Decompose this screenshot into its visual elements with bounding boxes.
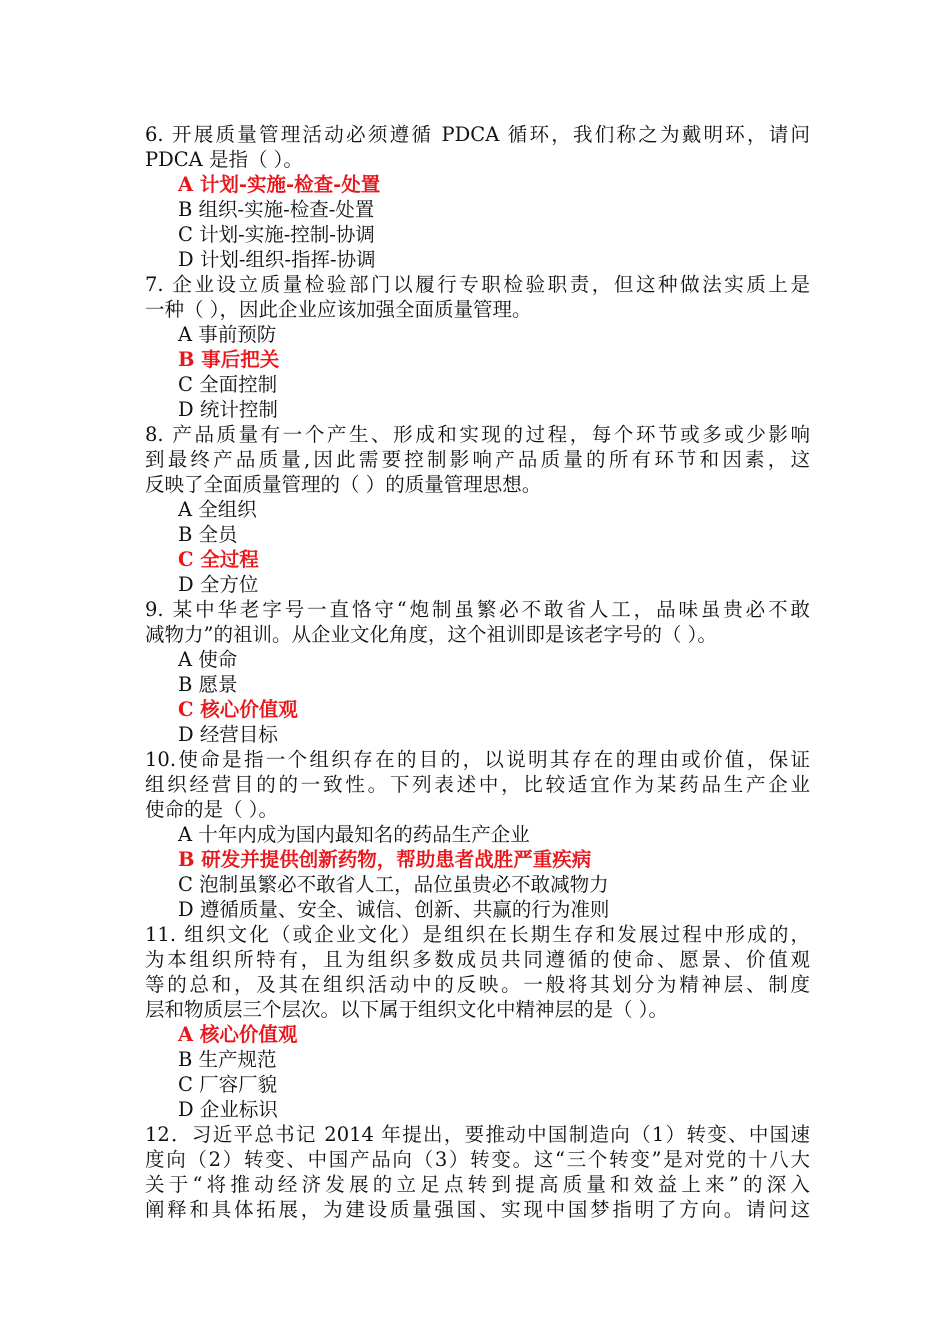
question-stem-line: 7. 企业设立质量检验部门以履行专职检验职责，但这种做法实质上是 (145, 273, 810, 296)
question-block (145, 1122, 810, 1222)
question-stem-line: 10.使命是指一个组织存在的目的，以说明其存在的理由或价值，保证 (145, 748, 810, 771)
question-block (145, 272, 810, 422)
question-stem-line: 到最终产品质量,因此需要控制影响产品质量的所有环节和因素，这 (145, 448, 810, 471)
answer-option: A 使命 (178, 648, 238, 671)
answer-option: A 十年内成为国内最知名的药品生产企业 (178, 823, 530, 846)
answer-option: B 组织-实施-检查-处置 (178, 198, 375, 221)
question-stem-line: 度向（2）转变、中国产品向（3）转变。这“三个转变”是对党的十八大 (145, 1148, 810, 1171)
question-stem-line: 为本组织所特有，且为组织多数成员共同遵循的使命、愿景、价值观 (145, 948, 810, 971)
question-stem-line: 使命的是（ ）。 (145, 798, 278, 821)
answer-option: D 企业标识 (178, 1098, 278, 1121)
question-stem-line: 关于“将推动经济发展的立足点转到提高质量和效益上来”的深入 (145, 1173, 810, 1196)
question-stem-line: 11. 组织文化（或企业文化）是组织在长期生存和发展过程中形成的， (145, 923, 810, 946)
question-stem-line: 反映了全面质量管理的（ ）的质量管理思想。 (145, 473, 542, 496)
answer-option: C 泡制虽繁必不敢省人工，品位虽贵必不敢减物力 (178, 873, 609, 896)
question-stem-line: 阐释和具体拓展，为建设质量强国、实现中国梦指明了方向。请问这 (145, 1198, 810, 1221)
answer-option: D 遵循质量、安全、诚信、创新、共赢的行为准则 (178, 898, 610, 921)
answer-option: D 统计控制 (178, 398, 278, 421)
correct-answer-option: B 事后把关 (178, 348, 280, 371)
answer-option: D 经营目标 (178, 723, 278, 746)
question-stem-line: 6. 开展质量管理活动必须遵循 PDCA 循环，我们称之为戴明环，请问 (145, 123, 810, 146)
answer-option: B 生产规范 (178, 1048, 277, 1071)
question-stem-line: 层和物质层三个层次。以下属于组织文化中精神层的是（ ）。 (145, 998, 668, 1021)
answer-option: B 全员 (178, 523, 238, 546)
answer-option: A 全组织 (178, 498, 257, 521)
question-block (145, 122, 810, 272)
answer-option: C 计划-实施-控制-协调 (178, 223, 375, 246)
question-stem-line: 组织经营目的的一致性。下列表述中，比较适宜作为某药品生产企业 (145, 773, 810, 796)
answer-option: D 全方位 (178, 573, 259, 596)
correct-answer-option: A 核心价值观 (178, 1023, 298, 1046)
correct-answer-option: B 研发并提供创新药物，帮助患者战胜严重疾病 (178, 848, 592, 871)
answer-option: D 计划-组织-指挥-协调 (178, 248, 376, 271)
document-page (145, 122, 810, 1222)
answer-option: B 愿景 (178, 673, 238, 696)
question-stem-line: 减物力”的祖训。从企业文化角度，这个祖训即是该老字号的（ ）。 (145, 623, 717, 646)
question-block (145, 422, 810, 597)
question-block (145, 747, 810, 922)
answer-option: C 厂容厂貌 (178, 1073, 278, 1096)
question-stem-line: PDCA 是指（ ）。 (145, 148, 303, 171)
question-block (145, 922, 810, 1122)
correct-answer-option: C 核心价值观 (178, 698, 298, 721)
question-stem-line: 8. 产品质量有一个产生、形成和实现的过程，每个环节或多或少影响 (145, 423, 810, 446)
answer-option: C 全面控制 (178, 373, 278, 396)
question-stem-line: 一种（ ），因此企业应该加强全面质量管理。 (145, 298, 532, 321)
correct-answer-option: C 全过程 (178, 548, 259, 571)
correct-answer-option: A 计划-实施-检查-处置 (178, 173, 381, 196)
question-stem-line: 9. 某中华老字号一直恪守“炮制虽繁必不敢省人工，品味虽贵必不敢 (145, 598, 810, 621)
question-stem-line: 等的总和，及其在组织活动中的反映。一般将其划分为精神层、制度 (145, 973, 810, 996)
question-stem-line: 12．习近平总书记 2014 年提出，要推动中国制造向（1）转变、中国速 (145, 1123, 810, 1146)
question-block (145, 597, 810, 747)
answer-option: A 事前预防 (178, 323, 277, 346)
